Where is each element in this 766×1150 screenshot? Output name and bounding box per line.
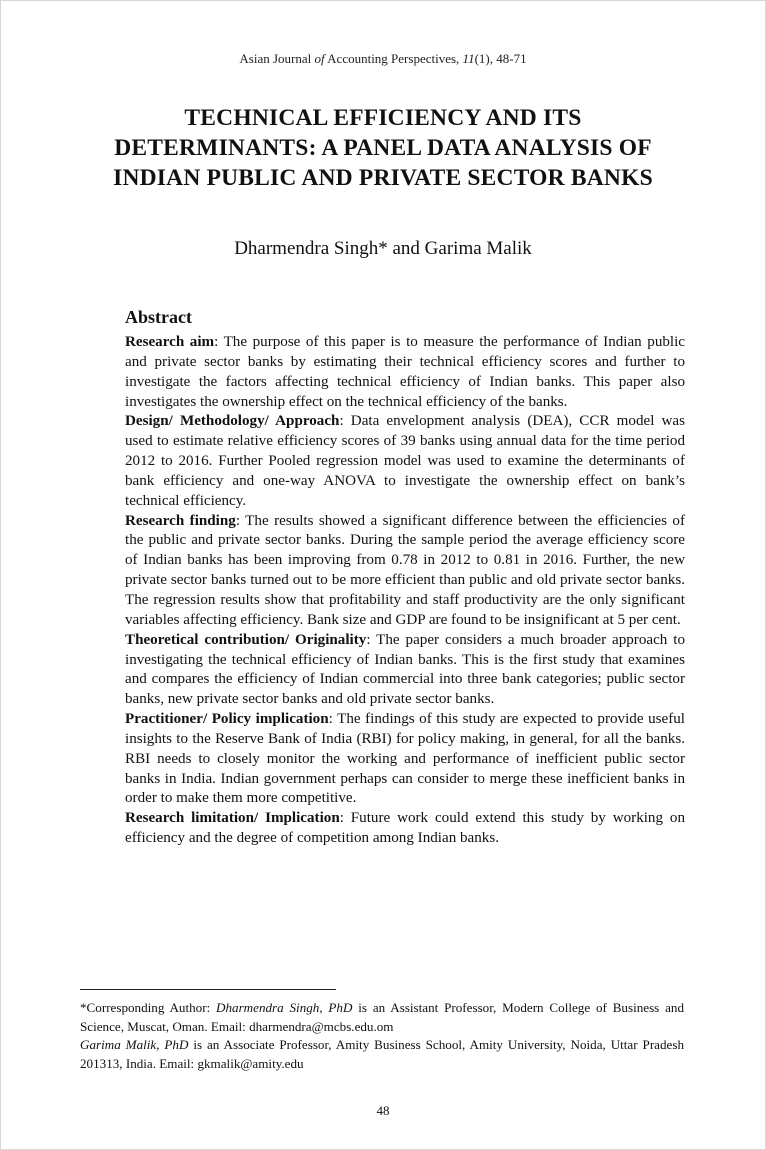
section-label: Theoretical contribution/ Originality [125,631,367,648]
title-line: INDIAN PUBLIC AND PRIVATE SECTOR BANKS [113,165,653,191]
section-text: : The findings of this study are expected to provide useful insights to the Reserve Bank of India (RBI) for policy making, in general, for all the banks. RBI needs to closely monitor the working and performance of inefficient public sector banks in India. Indian government perhaps can consider to merge these inefficient banks in order to make them more competitive. [125,711,685,807]
section-label: Practitioner/ Policy implication [125,711,329,728]
authors: Dharmendra Singh* and Garima Malik [234,238,532,259]
abstract-section-research-limitation [125,809,685,849]
footnote-author-details: is an Assistant Professor, Modern College of Business and Science, Muscat, Oman. Email: dharmendra@mcbs.edu.om [80,1000,684,1034]
journal-name-of: of [314,51,325,66]
abstract-section-methodology [125,412,685,511]
journal-name-part1: Asian Journal [239,51,315,66]
journal-volume: 11 [462,51,475,66]
section-label: Research finding [125,512,236,529]
paper-title [60,103,706,193]
footnote-divider [80,989,336,990]
abstract-section-theoretical-contribution [125,631,685,710]
abstract-section-research-aim [125,333,685,412]
abstract-section-policy-implication [125,710,685,809]
page-number: 48 [376,1103,390,1118]
section-label: Research aim [125,334,215,350]
abstract-body [125,333,685,849]
footnotes [80,999,684,1073]
running-header [0,51,766,67]
footnote-prefix: *Corresponding Author: [80,1000,217,1015]
footnote-corresponding-author [80,999,684,1036]
title-line: DETERMINANTS: A PANEL DATA ANALYSIS OF [114,135,652,161]
section-text: : Future work could extend this study by working on efficiency and the degree of competition among Indian banks. [125,810,685,847]
footnote-author-details: is an Associate Professor, Amity Business School, Amity University, Noida, Uttar Pradesh 201313, India. Email: gkmalik@amity.edu [80,1037,684,1071]
section-label: Design/ Methodology/ Approach [125,413,340,430]
footnote-author-name: Garima Malik, PhD [80,1037,189,1052]
section-text: : The purpose of this paper is to measure the performance of Indian public and private sector banks by estimating their technical efficiency scores and further to investigate the factors affecting technical efficiency of Indian banks. This paper also investigates the ownership effect on the technical efficiency of the banks. [125,334,686,410]
section-label: Research limitation/ Implication [125,810,340,827]
section-text: : Data envelopment analysis (DEA), CCR model was used to estimate relative efficiency scores of 39 banks using annual data for the time period 2012 to 2016. Further Pooled regression model was used to examine the determinants of bank efficiency and one-way ANOVA to investigate the ownership effect on bank’s technical efficiency. [125,413,686,509]
section-text: : The results showed a significant difference between the efficiencies of the public and private sector banks. During the sample period the average efficiency score of Indian banks has been improving from 0.78 in 2012 to 0.81 in 2016. Further, the new private sector banks turned out to be more efficient than public and old private sector banks. The regression results show that profitability and staff productivity are the only significant variables affecting efficiency. Bank size and GDP are found to be insignificant at 5 per cent. [125,512,685,628]
footnote-second-author [80,1036,684,1073]
journal-name-part2: Accounting Perspectives, [324,51,463,66]
abstract-section-research-finding [125,512,685,631]
abstract-heading: Abstract [125,307,192,327]
journal-issue-pages: (1), 48-71 [474,51,527,66]
footnote-author-name: Dharmendra Singh, PhD [216,1000,353,1015]
title-line: TECHNICAL EFFICIENCY AND ITS [184,105,582,131]
section-text: : The paper considers a much broader approach to investigating the technical efficiency of Indian banks. This is the first study that examines and compares the efficiency of Indian commercial into three bank categories; public sector banks, new private sector banks and old private sector banks. [125,631,685,708]
